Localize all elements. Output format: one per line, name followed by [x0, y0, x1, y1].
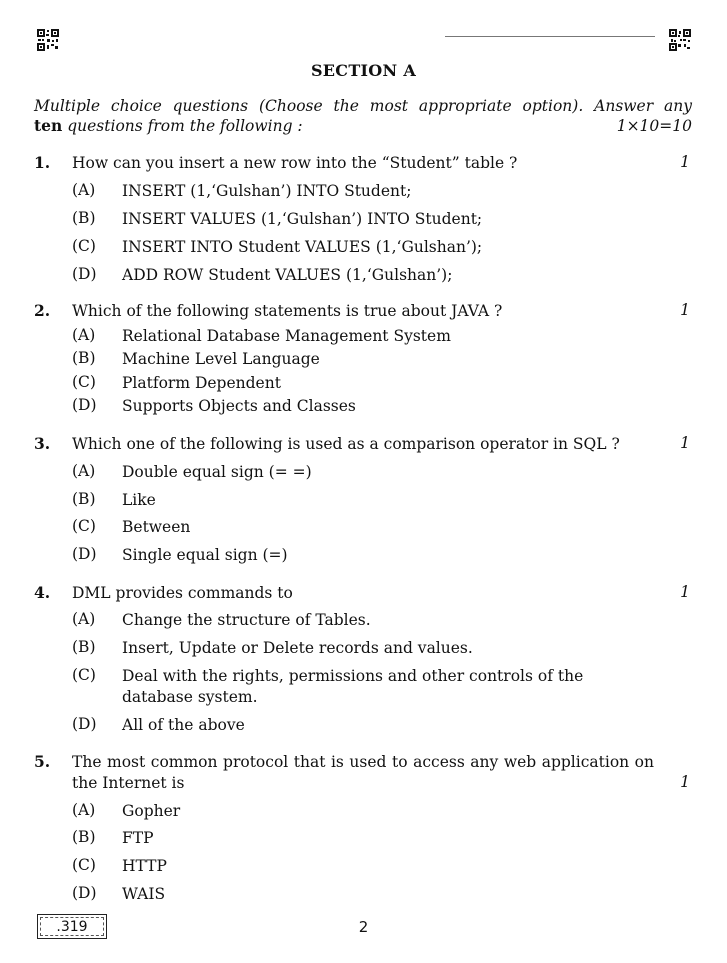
- option-label: (A): [72, 326, 96, 344]
- question-marks: 1: [680, 773, 690, 791]
- option-text: INSERT INTO Student VALUES (1,‘Gulshan’);: [122, 238, 483, 256]
- option-text: Deal with the rights, permissions and other controls of the database system.: [122, 667, 584, 706]
- option-text: ADD ROW Student VALUES (1,‘Gulshan’);: [122, 266, 453, 284]
- question-number: 4.: [34, 583, 51, 602]
- option-label: (D): [72, 265, 97, 283]
- paper-code: .319: [40, 917, 104, 936]
- option-text: All of the above: [122, 716, 245, 734]
- question-text: DML provides commands to: [72, 584, 293, 602]
- option-text: Double equal sign (= =): [122, 463, 312, 481]
- option-label: (B): [72, 490, 96, 508]
- option-text: HTTP: [122, 857, 167, 875]
- instructions-marks: 1×10=10: [616, 117, 692, 135]
- question-text: Which one of the following is used as a comparison operator in SQL ?: [72, 435, 620, 453]
- option-text: Relational Database Management System: [122, 327, 451, 345]
- option-text: Supports Objects and Classes: [122, 397, 356, 415]
- option-label: (B): [72, 209, 96, 227]
- option-label: (B): [72, 349, 96, 367]
- question-marks: 1: [680, 583, 690, 601]
- option-label: (D): [72, 715, 97, 733]
- option-label: (C): [72, 666, 96, 684]
- question-marks: 1: [680, 434, 690, 452]
- qr-code-icon: [669, 29, 691, 51]
- option-label: (C): [72, 517, 96, 535]
- option-text: Platform Dependent: [122, 374, 281, 392]
- question-number: 2.: [34, 301, 51, 320]
- option-text: Insert, Update or Delete records and values.: [122, 639, 473, 657]
- option-text: Machine Level Language: [122, 350, 320, 368]
- option-text: Single equal sign (=): [122, 546, 288, 564]
- option-text: Between: [122, 518, 191, 536]
- option-label: (A): [72, 801, 96, 819]
- section-title: SECTION A: [310, 61, 417, 80]
- option-label: (A): [72, 462, 96, 480]
- option-text: INSERT VALUES (1,‘Gulshan’) INTO Student;: [122, 210, 483, 228]
- instructions: [34, 96, 692, 136]
- option-label: (C): [72, 856, 96, 874]
- option-label: (A): [72, 610, 96, 628]
- instructions-rest: questions from the following :: [62, 117, 303, 135]
- option-text: Like: [122, 491, 156, 509]
- question-marks: 1: [680, 301, 690, 319]
- instructions-emphasis: ten: [34, 116, 63, 135]
- page-number: 2: [358, 918, 369, 936]
- option-text: FTP: [122, 829, 154, 847]
- question-text: How can you insert a new row into the “Student” table ?: [72, 154, 518, 172]
- question-number: 3.: [34, 434, 51, 453]
- question-text: Which of the following statements is true about JAVA ?: [72, 302, 503, 320]
- instructions-line: [34, 116, 692, 136]
- question-marks: 1: [680, 153, 690, 171]
- option-label: (D): [72, 396, 97, 414]
- qr-code-icon: [37, 29, 59, 51]
- option-label: (D): [72, 545, 97, 563]
- instructions-line: Multiple choice questions (Choose the most appropriate option). Answer any: [34, 97, 692, 115]
- question-number: 5.: [34, 752, 51, 771]
- question-number: 1.: [34, 153, 51, 172]
- question-text: The most common protocol that is used to access any web application on the Internet is: [72, 753, 654, 792]
- header-rule: [445, 36, 655, 37]
- option-label: (B): [72, 828, 96, 846]
- option-text: INSERT (1,‘Gulshan’) INTO Student;: [122, 182, 412, 200]
- option-label: (A): [72, 181, 96, 199]
- option-text: Gopher: [122, 802, 181, 820]
- option-text: WAIS: [122, 885, 166, 903]
- option-label: (B): [72, 638, 96, 656]
- option-label: (D): [72, 884, 97, 902]
- option-label: (C): [72, 237, 96, 255]
- option-text: Change the structure of Tables.: [122, 611, 371, 629]
- option-label: (C): [72, 373, 96, 391]
- instructions-text: [34, 116, 303, 136]
